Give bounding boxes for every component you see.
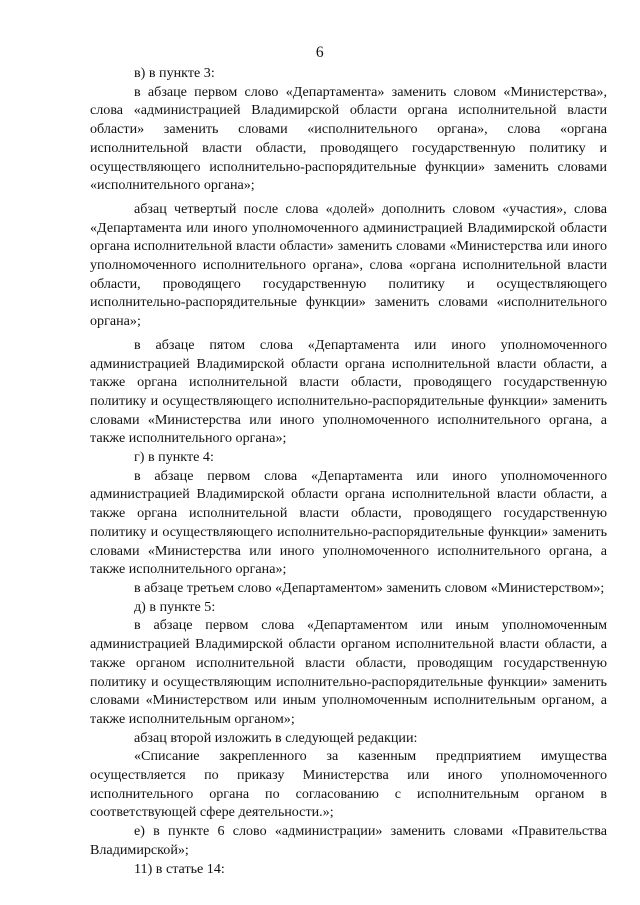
paragraph-item-g: г) в пункте 4:	[134, 449, 214, 466]
paragraph-abzac-fourth: абзац четвертый после слова «долей» дополнить словом «участия», слова «Департамента или иного уполномоченного администрацией Владимирской области органа исполнительной власти области» заменить словами «Министерства или иного уполномоченного исполнительного органа», слова «органа исполнительной власти области, проводящего государственную политику и осуществляющего исполнительно-распорядительные функции» заменить словами «исполнительного органа»;	[90, 200, 607, 330]
paragraph-item-e: е) в пункте 6 слово «администрации» заменить словами «Правительства Владимирской»;	[90, 823, 607, 858]
paragraph-new-wording: «Списание закрепленного за казенным предприятием имущества осуществляется по приказу Министерства или иного уполномоченного исполнительного органа по согласованию с исполнительным органом в соответствующей сфере деятельности.»;	[90, 748, 607, 821]
paragraph-item-v: в) в пункте 3:	[134, 65, 215, 81]
paragraph-item-d-second: абзац второй изложить в следующей редакции:	[134, 729, 418, 746]
page-number: 6	[315, 44, 325, 61]
paragraph-item-g-third: в абзаце третьем слово «Департаментом» заменить словом «Министерством»;	[134, 579, 605, 596]
paragraph-item-d: д) в пункте 5:	[134, 598, 216, 615]
paragraph-item-g-first: в абзаце первом слова «Департамента или иного уполномоченного администрацией Владимирской области органа исполнительной власти области, а также органа исполнительной власти области, проводящего государственную политику и осуществляющего исполнительно-распорядительные функции» заменить словами «Министерства или иного уполномоченного исполнительного органа, а также исполнительного органа»;	[90, 467, 607, 578]
paragraph-abzac-first: в абзаце первом слово «Департамента» заменить словом «Министерства», слова «администрацией Владимирской области органа исполнительной власти области» заменить словами «исполнительного органа», слова «органа исполнительной власти области, проводящего государственную политику и осуществляющего исполнительно-распорядительные функции» заменить словами «исполнительного органа»;	[90, 83, 607, 194]
document-body	[90, 64, 607, 878]
paragraph-abzac-fifth: в абзаце пятом слова «Департамента или иного уполномоченного администрацией Владимирской области органа исполнительной власти области, а также органа исполнительной власти области, проводящего государственную политику и осуществляющего исполнительно-распорядительные функции» заменить словами «Министерства или иного уполномоченного исполнительного органа, а также исполнительного органа»;	[90, 336, 607, 447]
paragraph-item-d-first: в абзаце первом слова «Департаментом или иным уполномоченным администрацией Владимирской области органом исполнительной власти области, а также органом исполнительной власти области, проводящим государственную политику и осуществляющим исполнительно-распорядительные функции» заменить словами «Министерством или иным уполномоченным исполнительным органом, а также исполнительным органом»;	[90, 617, 607, 727]
paragraph-article-14: 11) в статье 14:	[134, 860, 225, 877]
